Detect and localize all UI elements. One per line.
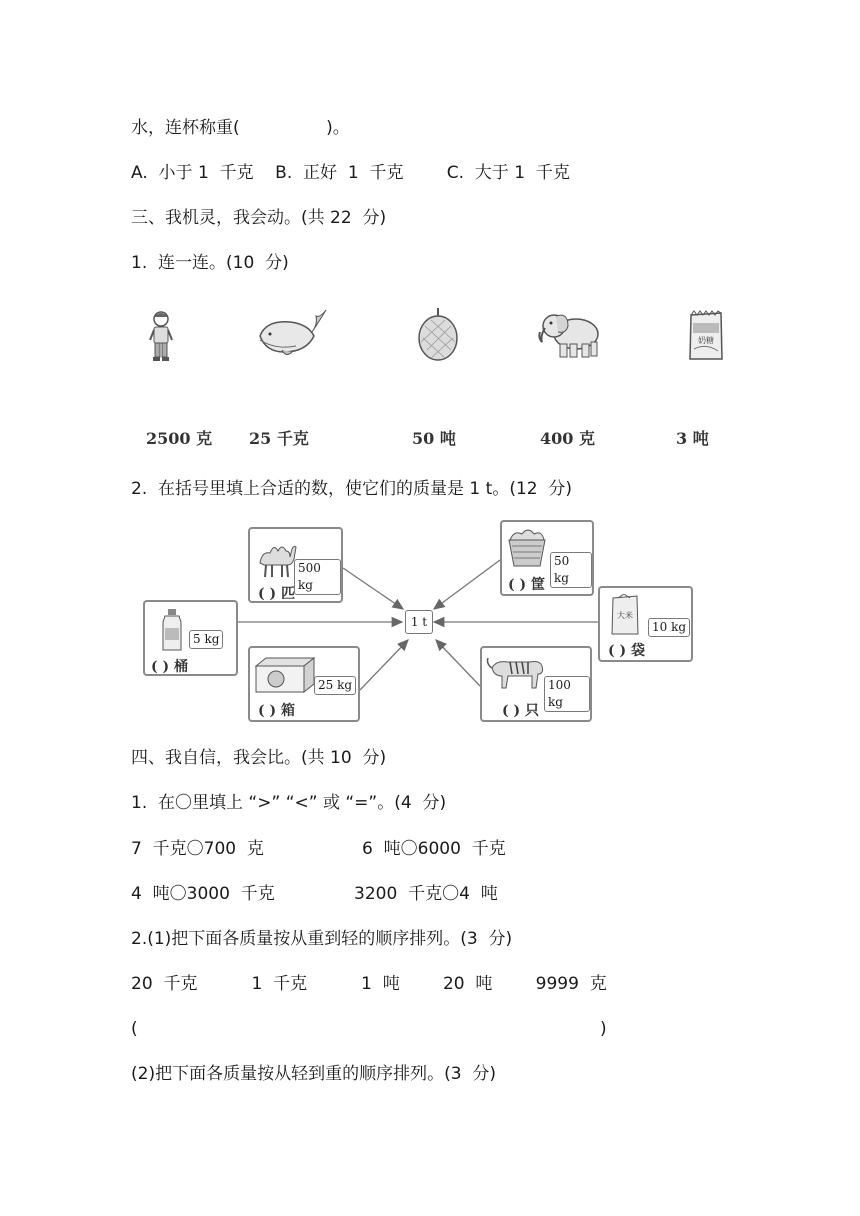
order-question-1-title: 2.(1)把下面各质量按从重到轻的顺序排列。(3 分) <box>131 929 513 949</box>
basket-card <box>500 520 594 596</box>
mass-label-3: 50 吨 <box>412 429 456 448</box>
compare-item-1[interactable]: 7 千克〇700 克 <box>131 839 264 859</box>
tiger-card <box>480 646 592 722</box>
basket-weight: 50 kg <box>550 552 592 588</box>
candy-bag-label: 奶糖 <box>698 336 714 345</box>
camel-answer-blank[interactable]: ( ) 匹 <box>258 586 295 602</box>
tiger-weight: 100 kg <box>544 676 590 712</box>
mass-label-2: 25 千克 <box>249 429 309 448</box>
mass-label-1: 2500 克 <box>146 429 213 448</box>
rice-answer-blank[interactable]: ( ) 袋 <box>608 643 645 659</box>
question-tail: 水，连杯称重( )。 <box>131 118 350 138</box>
rice-bag-icon <box>610 594 640 640</box>
fruit-box-answer-blank[interactable]: ( ) 箱 <box>258 703 295 719</box>
answer-paren-open[interactable]: ( <box>131 1019 138 1039</box>
basket-answer-blank[interactable]: ( ) 筐 <box>508 577 545 593</box>
bottle-weight: 5 kg <box>189 630 223 649</box>
bottle-answer-blank[interactable]: ( ) 桶 <box>151 659 188 675</box>
order-question-2-title: (2)把下面各质量按从轻到重的顺序排列。(3 分) <box>131 1064 496 1084</box>
section-four-heading: 四、我自信，我会比。(共 10 分) <box>131 748 387 768</box>
mass-label-4: 400 克 <box>540 429 595 448</box>
question-2-title: 2. 在括号里填上合适的数，使它们的质量是 1 t。(12 分) <box>131 479 573 499</box>
rice-bag-label: 大米 <box>617 611 633 620</box>
question-1-title: 1. 连一连。(10 分) <box>131 253 289 273</box>
fruit-box-card <box>248 646 360 722</box>
arrow-basket <box>434 560 500 609</box>
bottle-card <box>143 600 238 676</box>
answer-paren-close[interactable]: ) <box>600 1019 607 1039</box>
order-question-masses: 20 千克 1 千克 1 吨 20 吨 9999 克 <box>131 974 607 994</box>
tiger-icon <box>486 654 546 694</box>
compare-question-title: 1. 在〇里填上 “>” “<” 或 “=”。(4 分) <box>131 793 447 813</box>
choice-options: A. 小于 1 千克 B. 正好 1 千克 C. 大于 1 千克 <box>131 163 570 183</box>
bottle-icon <box>159 608 185 656</box>
arrow-box <box>360 640 408 690</box>
section-three-heading: 三、我机灵，我会动。(共 22 分) <box>131 208 387 228</box>
basket-icon <box>506 526 548 572</box>
center-one-ton: 1 t <box>405 610 433 634</box>
fruit-box-icon <box>254 656 316 698</box>
camel-weight: 500 kg <box>294 559 341 595</box>
compare-item-4[interactable]: 3200 千克〇4 吨 <box>354 884 498 904</box>
camel-card <box>248 527 343 603</box>
tiger-answer-blank[interactable]: ( ) 只 <box>502 703 539 719</box>
arrow-tiger <box>436 640 480 686</box>
arrow-camel <box>343 568 403 609</box>
mass-label-5: 3 吨 <box>676 429 709 448</box>
compare-item-3[interactable]: 4 吨〇3000 千克 <box>131 884 275 904</box>
rice-card <box>598 586 693 662</box>
camel-icon <box>256 539 298 583</box>
fruit-box-weight: 25 kg <box>314 676 356 695</box>
compare-item-2[interactable]: 6 吨〇6000 千克 <box>362 839 506 859</box>
rice-weight: 10 kg <box>648 618 690 637</box>
